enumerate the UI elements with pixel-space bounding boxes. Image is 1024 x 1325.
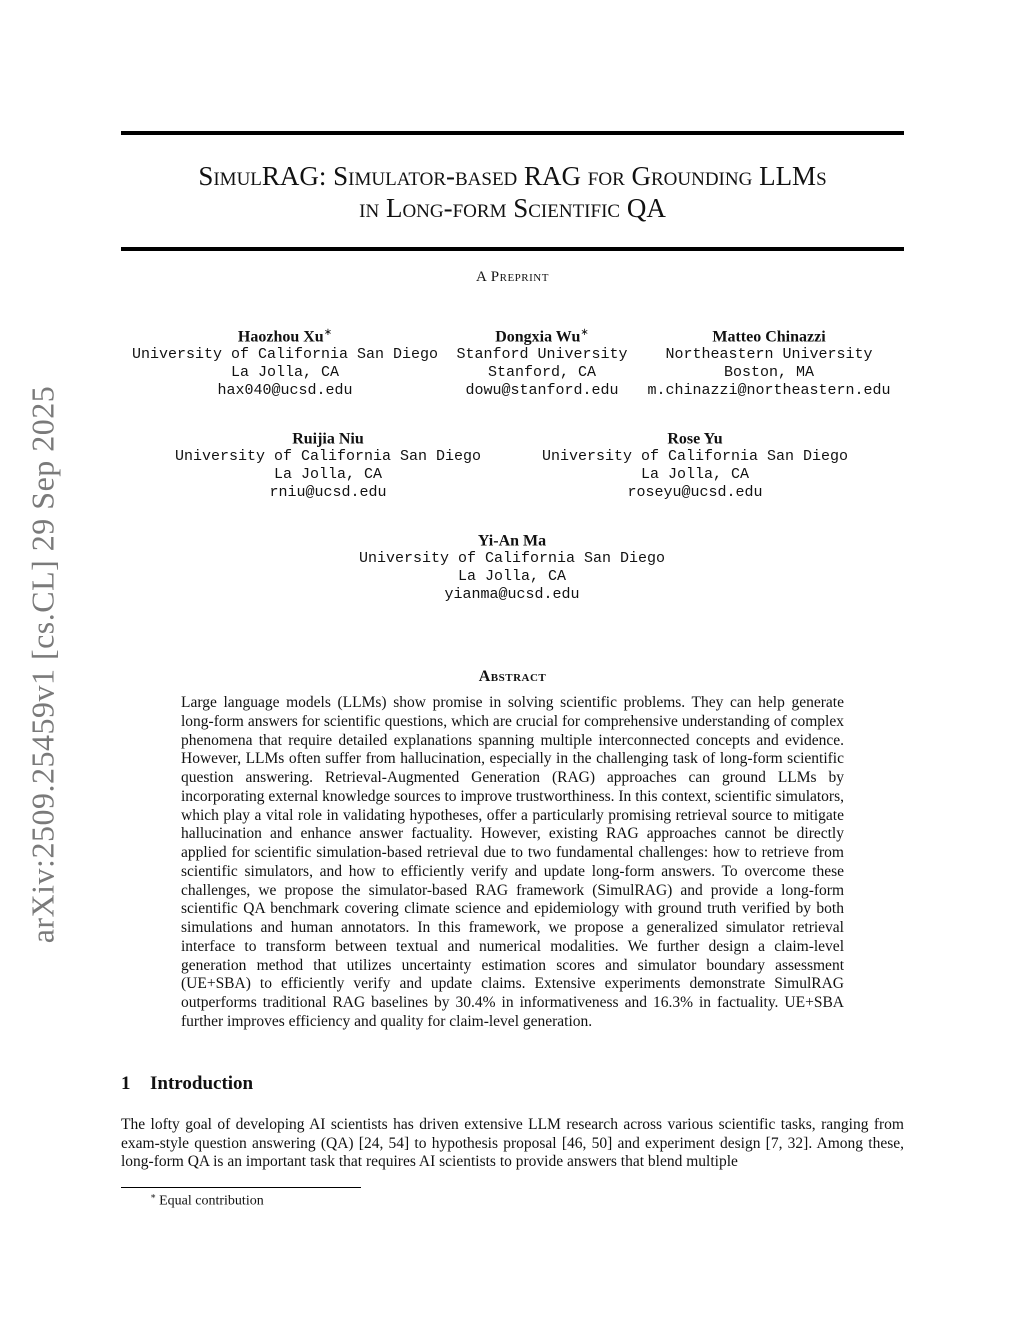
author-name: Ruijia Niu — [292, 430, 364, 448]
author-name: Matteo Chinazzi — [712, 328, 826, 346]
author-name: Rose Yu — [667, 430, 723, 448]
section-number: 1 — [121, 1073, 131, 1094]
paper-title — [121, 160, 904, 224]
footnote-divider — [121, 1187, 361, 1188]
author-location: La Jolla, CA — [230, 364, 340, 382]
equal-contribution-mark: ∗ — [323, 327, 333, 338]
author-block — [342, 528, 682, 604]
author-block — [158, 426, 498, 502]
author-email[interactable]: roseyu@ucsd.edu — [627, 484, 763, 502]
author-affiliation: University of California San Diego — [131, 346, 439, 364]
author-location: La Jolla, CA — [640, 466, 750, 484]
abstract-heading: Abstract — [478, 668, 547, 685]
arxiv-identifier: arXiv:2509.25459v1 [cs.CL] 29 Sep 2025 — [24, 385, 61, 943]
author-affiliation: University of California San Diego — [358, 550, 666, 568]
title-line-1: SimulRAG: Simulator-based RAG for Grounding LLMs — [198, 161, 827, 191]
footnote — [150, 1191, 264, 1210]
footnote-text: Equal contribution — [159, 1193, 264, 1209]
intro-paragraph: The lofty goal of developing AI scientists has driven extensive LLM research across various scientific tasks, ranging from exam-style question answering (QA) [24, 54] to hypothesis proposal [46, 50] and experiment design [7, 32]. Among these, long-form QA is an important task that requires AI scientists to provide answers that blend multiple — [121, 1116, 904, 1170]
author-email[interactable]: rniu@ucsd.edu — [269, 484, 387, 502]
author-email[interactable]: yianma@ucsd.edu — [444, 586, 580, 604]
author-affiliation: University of California San Diego — [541, 448, 849, 466]
title-bottom-rule — [121, 247, 904, 251]
author-affiliation: Northeastern University — [665, 346, 873, 364]
abstract-text: Large language models (LLMs) show promise in solving scientific problems. They can help generate long-form answers for scientific questions, which are crucial for comprehensive understanding of complex phenomena that require detailed explanations spanning multiple interconnected concepts and evidence. However, LLMs often suffer from hallucination, especially in the challenging task of long-form scientific question answering. Retrieval-Augmented Generation (RAG) approaches can ground LLMs by incorporating external knowledge sources to improve trustworthiness. In this context, scientific simulators, which play a vital role in validating hypotheses, offer a particularly promising retrieval source to mitigate hallucination and enhance answer factuality. However, existing RAG approaches cannot be directly applied for scientific simulation-based retrieval due to two fundamental challenges: how to retrieve from scientific simulators, and how to efficiently verify and update long-form answers. To overcome these challenges, we propose the simulator-based RAG framework (SimulRAG) and provide a long-form scientific QA benchmark covering climate science and epidemiology with ground truth verified by both simulations and human annotators. In this framework, we propose a generalized simulator retrieval interface to transform between textual and numerical modalities. We further design a claim-level generation method that utilizes uncertainty estimation scores and simulator boundary assessment (UE+SBA) to efficiently verify and update claims. Extensive experiments demonstrate SimulRAG outperforms traditional RAG baselines by 30.4% in informativeness and 16.3% in factuality. UE+SBA further improves efficiency and quality for claim-level generation. — [181, 694, 844, 1030]
author-location: La Jolla, CA — [457, 568, 567, 586]
author-block — [599, 324, 939, 400]
author-email[interactable]: hax040@ucsd.edu — [217, 382, 353, 400]
arxiv-side-stamp — [18, 372, 68, 956]
author-block — [525, 426, 865, 502]
author-location: La Jolla, CA — [273, 466, 383, 484]
title-line-2: in Long-form Scientific QA — [359, 193, 666, 223]
author-name: Dongxia Wu — [495, 328, 581, 346]
author-email[interactable]: m.chinazzi@northeastern.edu — [647, 382, 891, 400]
section-title: Introduction — [150, 1073, 254, 1094]
author-name: Haozhou Xu — [237, 328, 324, 346]
author-affiliation: Stanford University — [456, 346, 628, 364]
author-email[interactable]: dowu@stanford.edu — [465, 382, 619, 400]
title-top-rule — [121, 131, 904, 135]
author-location: Boston, MA — [723, 364, 814, 382]
author-location: Stanford, CA — [487, 364, 597, 382]
equal-contribution-mark: ∗ — [580, 327, 589, 338]
preprint-label: A Preprint — [476, 269, 549, 285]
section-heading — [121, 1073, 253, 1095]
footnote-mark: ∗ — [150, 1191, 157, 1201]
author-affiliation: University of California San Diego — [174, 448, 482, 466]
author-name: Yi-An Ma — [477, 532, 547, 550]
